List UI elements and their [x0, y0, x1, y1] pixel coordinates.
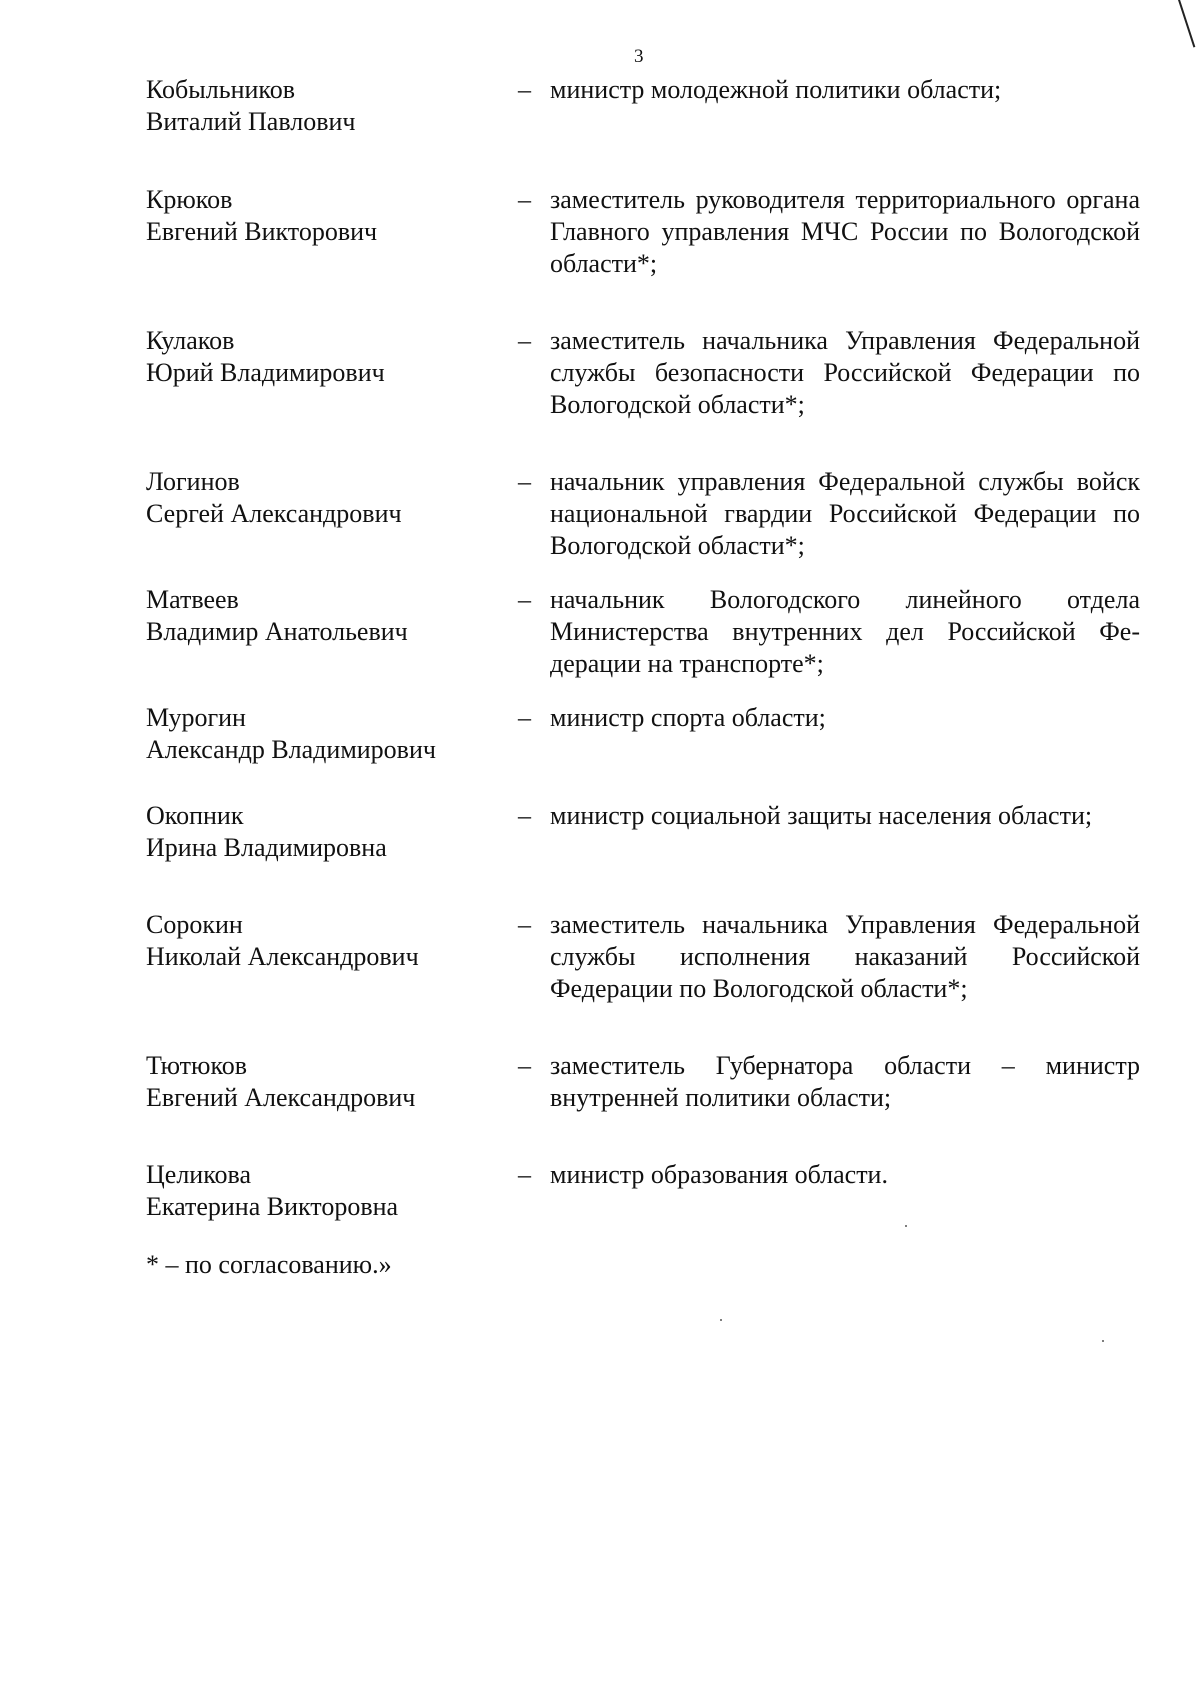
member-surname: Сорокин: [146, 910, 243, 939]
member-role: министр образования области.: [550, 1160, 888, 1189]
dash-separator: –: [518, 185, 531, 214]
member-given-names: Сергей Александрович: [146, 499, 402, 528]
member-surname: Кобыльников: [146, 75, 295, 104]
dash-separator: –: [518, 1160, 531, 1189]
member-given-names: Александр Владимирович: [146, 735, 436, 764]
member-role: министр социальной защиты населения области;: [550, 801, 1093, 830]
scan-edge-mark: [1178, 0, 1195, 48]
member-surname: Логинов: [146, 467, 240, 496]
member-given-names: Николай Александрович: [146, 942, 419, 971]
member-surname: Целикова: [146, 1160, 251, 1189]
dash-separator: –: [518, 801, 531, 830]
member-role: заместитель начальника Управления Федеральной службы безопасности Российской Федерации по Вологодской области*;: [550, 326, 1140, 419]
member-surname: Крюков: [146, 185, 233, 214]
member-surname: Кулаков: [146, 326, 235, 355]
member-given-names: Виталий Павлович: [146, 107, 356, 136]
member-role: заместитель руководителя территориального органа Главного управления МЧС России по Вологодской области*;: [550, 185, 1140, 278]
dash-separator: –: [518, 910, 531, 939]
member-name: [146, 184, 516, 248]
dash-separator: –: [518, 1051, 531, 1080]
member-role: министр молодежной политики области;: [550, 75, 1002, 104]
member-role: министр спорта области;: [550, 703, 826, 732]
member-name: [146, 1050, 516, 1114]
member-role: заместитель Губернатора области – министр внутренней политики области;: [550, 1051, 1140, 1112]
member-given-names: Евгений Александрович: [146, 1083, 416, 1112]
member-name: [146, 800, 516, 864]
member-name: [146, 1159, 516, 1223]
scan-speck: [905, 1225, 907, 1227]
dash-separator: –: [518, 75, 531, 104]
member-given-names: Юрий Владимирович: [146, 358, 385, 387]
member-name: [146, 909, 516, 973]
member-role: начальник Вологодского линейного отдела Министерства внутренних дел Российской Федерации на транспорте*;: [550, 585, 1140, 678]
member-given-names: Ирина Владимировна: [146, 833, 387, 862]
member-given-names: Екатерина Викторовна: [146, 1192, 399, 1221]
member-surname: Мурогин: [146, 703, 246, 732]
member-name: [146, 325, 516, 389]
member-role: начальник управления Федеральной службы войск национальной гвардии Российской Федерации по Вологодской области*;: [550, 467, 1140, 560]
member-given-names: Владимир Анатольевич: [146, 617, 408, 646]
member-name: [146, 74, 516, 138]
dash-separator: –: [518, 326, 531, 355]
member-surname: Матвеев: [146, 585, 239, 614]
member-name: [146, 584, 516, 648]
scan-speck: [720, 1319, 722, 1321]
scan-speck: [1102, 1340, 1104, 1342]
member-role: заместитель начальника Управления Федеральной службы исполнения наказаний Российской Федерации по Вологодской области*;: [550, 910, 1140, 1003]
member-given-names: Евгений Викторович: [146, 217, 378, 246]
dash-separator: –: [518, 585, 531, 614]
page-number: 3: [634, 46, 644, 67]
footnote: * – по согласованию.»: [146, 1250, 392, 1279]
member-surname: Окопник: [146, 801, 244, 830]
member-name: [146, 466, 516, 530]
member-surname: Тютюков: [146, 1051, 248, 1080]
dash-separator: –: [518, 703, 531, 732]
dash-separator: –: [518, 467, 531, 496]
member-name: [146, 702, 516, 766]
